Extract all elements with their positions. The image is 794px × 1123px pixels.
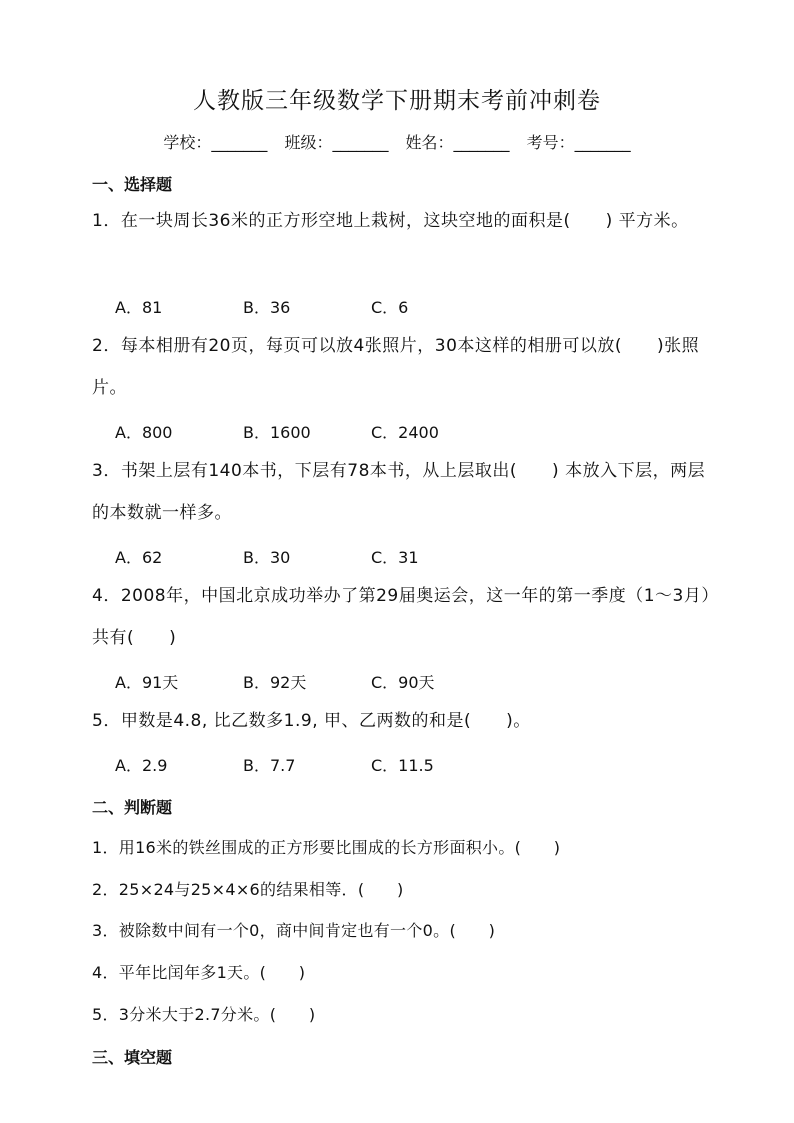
choice-options-2	[115, 420, 499, 443]
option-c: C．90天	[371, 673, 435, 692]
option-b: B．36	[243, 298, 291, 317]
class-field: 班级：_______	[284, 133, 389, 152]
choice-question-3: 3．书架上层有140本书，下层有78本书，从上层取出( ) 本放入下层，两层的本数就一样多。	[92, 461, 706, 523]
judge-question-3: 3．被除数中间有一个0，商中间肯定也有一个0。( )	[92, 921, 496, 940]
option-a: A．800	[115, 423, 173, 442]
exam-number-field: 考号：_______	[526, 133, 631, 152]
option-c: C．6	[371, 298, 409, 317]
student-info-line	[0, 130, 794, 153]
option-a: A．2.9	[115, 756, 168, 775]
section-heading-judge: 二、判断题	[92, 798, 173, 817]
choice-question-4: 4．2008年，中国北京成功举办了第29届奥运会，这一年的第一季度（1～3月）共有( )	[92, 586, 711, 648]
option-a: A．62	[115, 548, 163, 567]
choice-question-1: 1．在一块周长36米的正方形空地上栽树，这块空地的面积是( ) 平方米。	[92, 211, 689, 231]
choice-question-5: 5．甲数是4.8, 比乙数多1.9, 甲、乙两数的和是( )。	[92, 711, 531, 731]
option-c: C．31	[371, 548, 419, 567]
choice-options-5	[115, 753, 499, 776]
choice-options-3	[115, 545, 499, 568]
option-b: B．30	[243, 548, 291, 567]
judge-question-2: 2．25×24与25×4×6的结果相等．( )	[92, 880, 404, 899]
choice-question-2: 2．每本相册有20页，每页可以放4张照片，30本这样的相册可以放( )张照片。	[92, 336, 700, 398]
section-heading-fill: 三、填空题	[92, 1048, 173, 1067]
page-title: 人教版三年级数学下册期末考前冲刺卷	[193, 88, 601, 114]
option-a: A．91天	[115, 673, 179, 692]
judge-question-1: 1．用16米的铁丝围成的正方形要比围成的长方形面积小。( )	[92, 838, 561, 857]
option-b: B．7.7	[243, 756, 296, 775]
option-c: C．11.5	[371, 756, 434, 775]
name-field: 姓名：_______	[405, 133, 510, 152]
judge-question-5: 5．3分米大于2.7分米。( )	[92, 1005, 316, 1024]
school-field: 学校：_______	[163, 133, 268, 152]
section-heading-choice: 一、选择题	[92, 175, 173, 194]
choice-options-1	[115, 295, 499, 318]
judge-question-4: 4．平年比闰年多1天。( )	[92, 963, 306, 982]
choice-options-4	[115, 670, 499, 693]
option-b: B．92天	[243, 673, 307, 692]
option-a: A．81	[115, 298, 163, 317]
option-c: C．2400	[371, 423, 439, 442]
option-b: B．1600	[243, 423, 311, 442]
